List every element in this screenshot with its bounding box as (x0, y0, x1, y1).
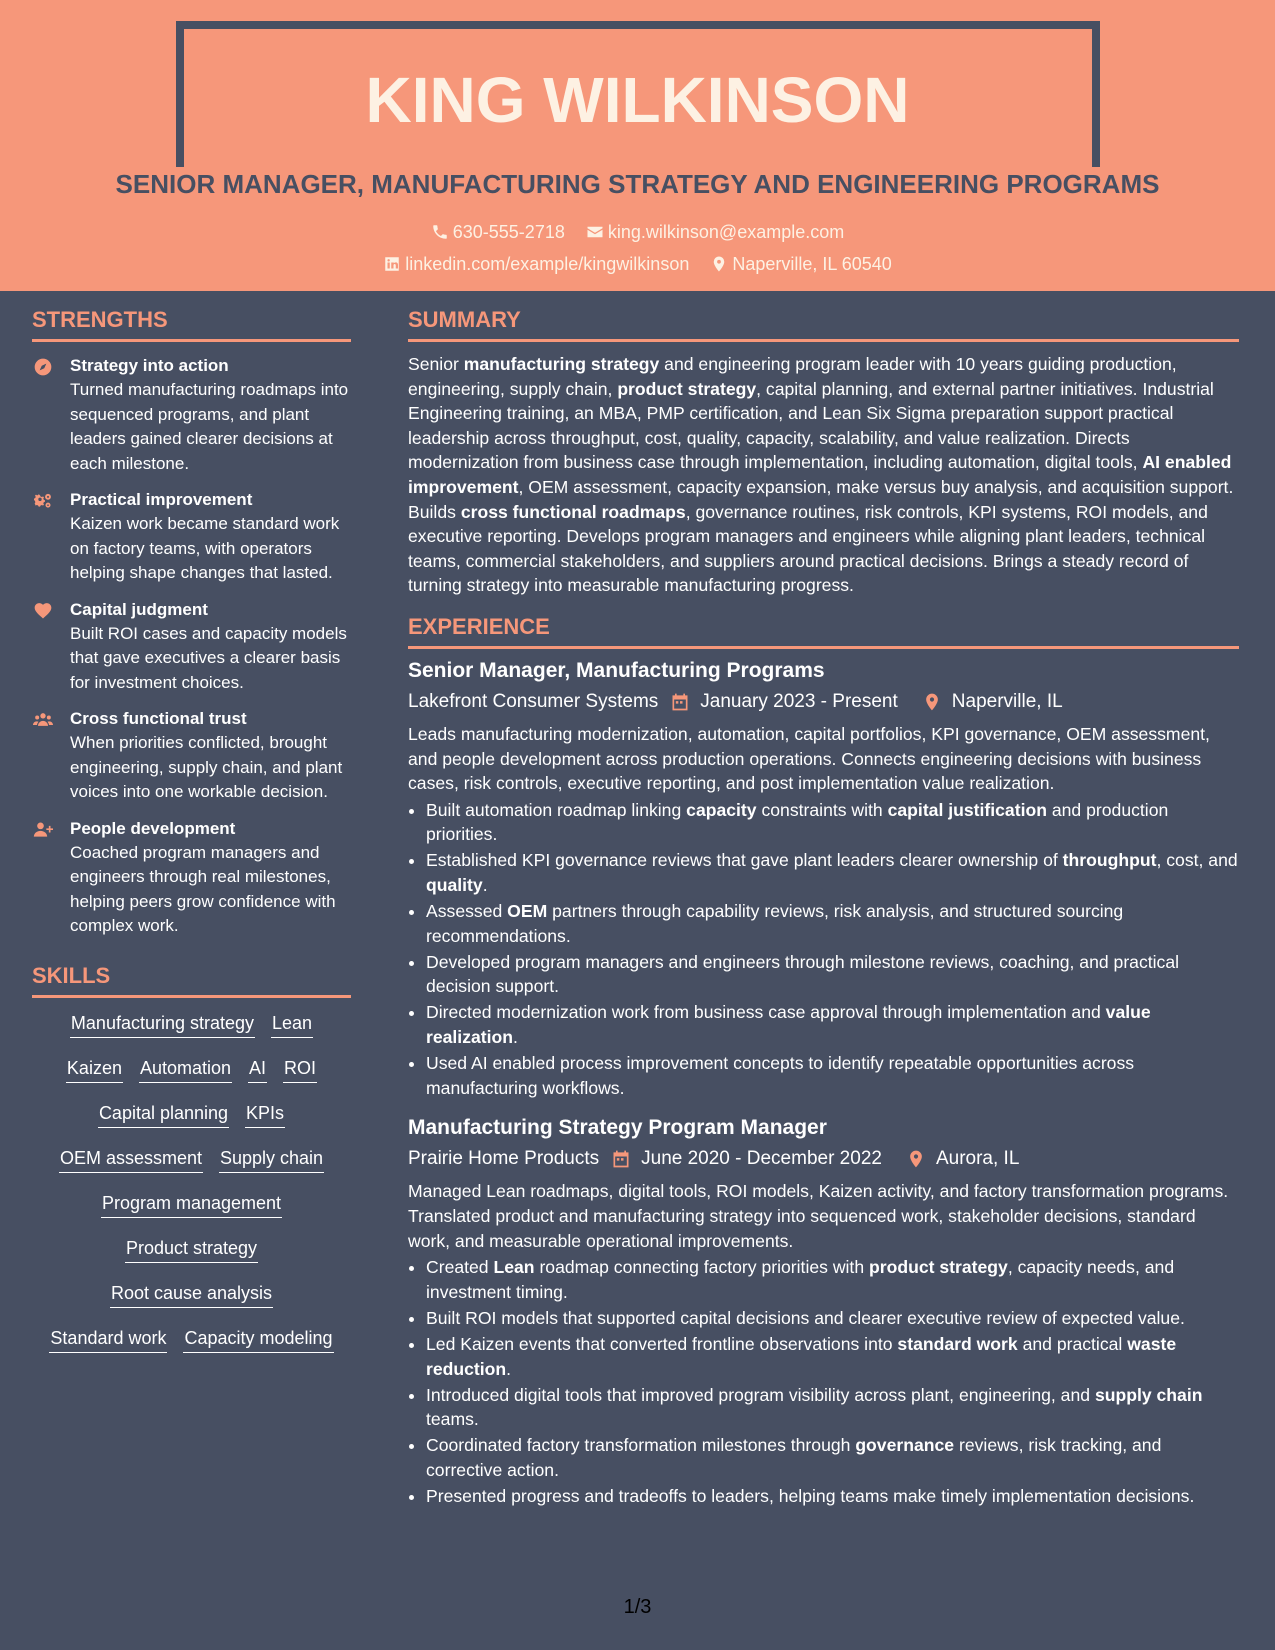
strength-item (32, 707, 351, 805)
text-run: constraints with (756, 799, 888, 820)
job-title: Senior Manager, Manufacturing Programs (408, 658, 825, 682)
skill-tag: Manufacturing strategy (70, 1012, 255, 1038)
emphasis-text: product strategy (617, 378, 757, 399)
text-run: Used AI enabled process improvement concepts to identify repeatable opportunities across manufacturing workflows. (426, 1053, 1135, 1098)
emphasis-text: product strategy (869, 1257, 1008, 1278)
strength-description: When priorities conflicted, brought engineering, supply chain, and plant voices into one workable decision. (70, 733, 343, 801)
emphasis-text: AI enabled improvement (408, 452, 1232, 497)
text-run: Senior (408, 354, 464, 374)
text-run: , capital planning, and external partner initiatives. Industrial Engineering training, an MBA, PMP certification, and Lean Six Sigma preparation support practical leadership across throughput, cost, quality, capacity, scalability, and value realization. Directs modernization from business case through implementation, including automation, digital tools, (408, 378, 1214, 473)
skill-tag: OEM assessment (59, 1147, 203, 1173)
heart-icon (32, 601, 54, 621)
text-run: Assessed (426, 901, 508, 922)
job-bullet (426, 1433, 1239, 1482)
skill-tag: Capital planning (98, 1102, 229, 1128)
job-dates: January 2023 - Present (700, 690, 898, 712)
emphasis-text: Lean (493, 1257, 535, 1278)
job-bullet (426, 1306, 1239, 1331)
right-column (408, 305, 1239, 1510)
strengths-heading: STRENGTHS (32, 305, 351, 342)
candidate-name: KING WILKINSON (365, 64, 910, 136)
emphasis-text: governance (855, 1435, 955, 1456)
text-run: , cost, and (1156, 850, 1238, 871)
text-run: Built ROI models that supported capital decisions and clearer executive review of expected value. (426, 1307, 1185, 1328)
job-bullet (426, 899, 1239, 948)
skill-tag: Kaizen (66, 1057, 123, 1083)
contact-row-1 (0, 220, 1275, 247)
emphasis-text: waste reduction (426, 1333, 1177, 1379)
text-run: Coordinated factory transformation milestones through (426, 1435, 856, 1456)
job-dates: June 2020 - December 2022 (641, 1148, 882, 1170)
strength-icon-wrap (32, 488, 58, 586)
strength-title: Strategy into action (70, 356, 229, 375)
strength-icon-wrap (32, 598, 58, 696)
strength-body (70, 707, 351, 805)
job-bullet (426, 950, 1239, 999)
gears-icon (32, 491, 54, 511)
text-run: and engineering program leader with 10 years guiding production, engineering, supply chain, (408, 354, 1177, 399)
strength-title: Cross functional trust (70, 709, 247, 728)
skills-row (32, 1057, 351, 1083)
strength-item (32, 817, 351, 939)
summary-heading: SUMMARY (408, 305, 1239, 342)
linkedin-icon (383, 255, 401, 273)
linkedin-text[interactable]: linkedin.com/example/kingwilkinson (405, 254, 690, 274)
emphasis-text: cross functional roadmaps (460, 501, 686, 522)
compass-icon (32, 357, 54, 377)
text-run: teams. (426, 1409, 479, 1430)
strength-description: Coached program managers and engineers through real milestones, helping peers grow confidence with complex work. (70, 842, 336, 935)
company-name: Prairie Home Products (408, 1148, 600, 1170)
strength-body (70, 488, 351, 586)
job-title: Manufacturing Strategy Program Manager (408, 1116, 827, 1140)
strength-item (32, 354, 351, 476)
job-meta (408, 1145, 1239, 1173)
text-run: and practical (1017, 1333, 1128, 1354)
job-entry (408, 657, 1239, 1100)
text-run: Built automation roadmap linking (426, 799, 687, 820)
text-run: . (482, 875, 488, 895)
skill-tag: Root cause analysis (110, 1282, 273, 1308)
linkedin-item (383, 252, 689, 276)
email-item (586, 220, 844, 244)
text-run: . (506, 1358, 512, 1379)
strength-title: People development (70, 818, 236, 838)
strength-title: Practical improvement (70, 490, 253, 509)
skill-tag: Automation (139, 1057, 232, 1083)
company-name: Lakefront Consumer Systems (408, 690, 659, 712)
skill-tag: ROI (283, 1057, 317, 1083)
location-text: Naperville, IL 60540 (732, 254, 892, 274)
text-run: , governance routines, risk controls, KPI systems, ROI models, and executive reporting. Develops program managers and engineers while aligning plant leaders, technical teams, commercial stakeholders, and suppliers around practical decisions. Brings a steady record of turning strategy into measurable manufacturing progress. (408, 501, 1208, 596)
skill-tag: AI (248, 1057, 267, 1083)
strength-title: Capital judgment (70, 599, 208, 619)
job-bullet (426, 1332, 1239, 1381)
strength-description: Built ROI cases and capacity models that gave executives a clearer basis for investment choices. (70, 623, 347, 692)
job-location: Aurora, IL (935, 1148, 1020, 1170)
calendar-icon (611, 1149, 631, 1169)
text-run: Presented progress and tradeoffs to leaders, helping teams make timely implementation decisions. (426, 1485, 1195, 1506)
strengths-list (32, 354, 351, 939)
job-bullets (408, 1255, 1239, 1508)
job-description: Leads manufacturing modernization, automation, capital portfolios, KPI governance, OEM assessment, and people development across production operations. Connects engineering decisions with business cases, risk controls, executive reporting, and post implementation value realization. (408, 723, 1210, 794)
experience-heading: EXPERIENCE (408, 612, 1239, 649)
resume-header (0, 0, 1275, 291)
emphasis-text: supply chain (1094, 1384, 1203, 1405)
phone-item (431, 220, 565, 244)
skill-tag: Capacity modeling (183, 1327, 333, 1353)
job-meta (408, 688, 1239, 716)
job-bullet (426, 1484, 1239, 1509)
job-entry (408, 1114, 1239, 1508)
skill-tag: Standard work (49, 1327, 167, 1353)
emphasis-text: manufacturing strategy (463, 354, 660, 374)
text-run: and production priorities. (426, 799, 1169, 845)
envelope-icon (586, 223, 604, 241)
email-text[interactable]: king.wilkinson@example.com (607, 222, 845, 242)
text-run: Established KPI governance reviews that gave plant leaders clearer ownership of (426, 850, 1063, 871)
job-bullet (426, 848, 1239, 897)
emphasis-text: OEM (507, 901, 548, 922)
text-run: Introduced digital tools that improved program visibility across plant, engineering, and (426, 1384, 1095, 1405)
summary-text (408, 352, 1239, 598)
emphasis-text: capacity (686, 799, 757, 820)
strength-icon-wrap (32, 817, 58, 939)
skill-tag: Program management (101, 1192, 282, 1218)
text-run: roadmap connecting factory priorities with (534, 1257, 869, 1278)
skills-row (32, 1192, 351, 1218)
emphasis-text: standard work (897, 1333, 1018, 1354)
location-item (710, 252, 891, 276)
text-run: , OEM assessment, capacity expansion, make versus buy analysis, and acquisition support. Builds (408, 476, 1234, 522)
emphasis-text: value realization (426, 1002, 1151, 1048)
strength-body (70, 354, 351, 476)
strength-description: Turned manufacturing roadmaps into sequenced programs, and plant leaders gained clearer decisions at each milestone. (70, 380, 349, 473)
emphasis-text: quality (426, 875, 483, 895)
job-title-headline: SENIOR MANAGER, MANUFACTURING STRATEGY AND ENGINEERING PROGRAMS (115, 169, 1160, 199)
phone-icon (431, 223, 449, 241)
skills-row (32, 1327, 351, 1353)
phone-text[interactable]: 630-555-2718 (452, 222, 565, 242)
user-plus-icon (32, 820, 54, 840)
text-run: , capacity needs, and investment timing. (426, 1257, 1175, 1302)
skills-row (32, 1237, 351, 1263)
map-pin-icon (922, 692, 942, 712)
skill-tag: Product strategy (125, 1237, 258, 1263)
strength-body (70, 598, 351, 696)
left-column (32, 305, 351, 1372)
page-indicator: 1/3 (623, 1596, 652, 1618)
map-pin-icon (710, 255, 728, 273)
job-location: Naperville, IL (951, 690, 1063, 712)
contact-row-2 (0, 252, 1275, 279)
text-run: Created (426, 1257, 494, 1278)
job-bullet (426, 798, 1239, 847)
text-run: reviews, risk tracking, and corrective action. (426, 1435, 1162, 1480)
text-run: partners through capability reviews, risk analysis, and structured sourcing recommendations. (426, 901, 1124, 946)
text-run: Developed program managers and engineers through milestone reviews, coaching, and practical decision support. (426, 951, 1180, 997)
text-run: . (513, 1027, 518, 1048)
skills-row (32, 1147, 351, 1173)
strength-item (32, 488, 351, 586)
job-bullet (426, 1051, 1239, 1100)
strength-icon-wrap (32, 707, 58, 805)
skill-tag: Lean (271, 1012, 313, 1038)
job-bullet (426, 1000, 1239, 1049)
skills-heading: SKILLS (32, 961, 351, 998)
emphasis-text: throughput (1062, 850, 1157, 871)
job-bullet (426, 1383, 1239, 1432)
skill-tag: Supply chain (219, 1147, 324, 1173)
skill-tag: KPIs (245, 1102, 285, 1128)
calendar-icon (670, 692, 690, 712)
jobs-list (408, 657, 1239, 1509)
strength-icon-wrap (32, 354, 58, 476)
strength-body (70, 817, 351, 939)
map-pin-icon (906, 1149, 926, 1169)
job-bullets (408, 798, 1239, 1101)
skills-list (32, 1012, 351, 1353)
users-icon (32, 710, 54, 730)
text-run: Directed modernization work from business case approval through implementation and (426, 1002, 1106, 1023)
emphasis-text: capital justification (887, 799, 1047, 820)
skills-row (32, 1102, 351, 1128)
strength-description: Kaizen work became standard work on factory teams, with operators helping shape changes that lasted. (70, 514, 340, 582)
job-bullet (426, 1255, 1239, 1304)
job-description: Managed Lean roadmaps, digital tools, ROI models, Kaizen activity, and factory transformation programs. Translated product and manufacturing strategy into sequenced work, stakeholder decisions, standard work, and measurable operational improvements. (408, 1181, 1229, 1251)
skills-row (32, 1012, 351, 1038)
strength-item (32, 598, 351, 696)
text-run: Led Kaizen events that converted frontline observations into (426, 1333, 898, 1354)
skills-row (32, 1282, 351, 1308)
